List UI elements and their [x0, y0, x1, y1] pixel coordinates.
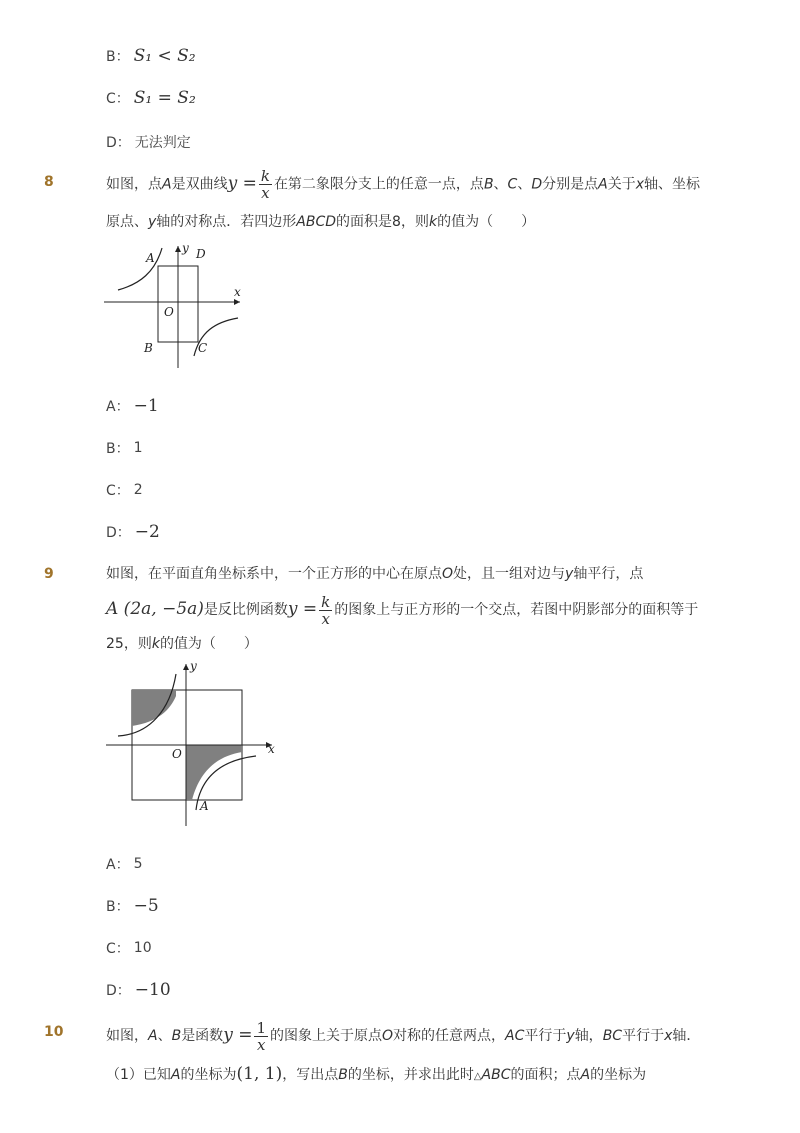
frac-den: x [256, 1035, 266, 1054]
hyperbola-branch-2 [118, 248, 162, 290]
text: 的值为（ ） [437, 214, 536, 230]
q8-option-c[interactable] [106, 480, 143, 500]
text: 25，则 [106, 636, 152, 652]
option-label: B： [106, 49, 130, 65]
label-x: x [268, 742, 275, 756]
q8-figure [100, 242, 250, 374]
option-math: −2 [134, 522, 160, 542]
question-number-8: 8 [44, 174, 54, 190]
text: 轴， [574, 1028, 603, 1044]
var: B [483, 176, 494, 193]
var: x [635, 176, 644, 193]
text: 关于 [607, 176, 636, 193]
var: AC [505, 1028, 525, 1044]
text: 在第二象限分支上的任意一点，点 [273, 176, 484, 193]
text: 的面积是8，则 [336, 214, 429, 230]
var: ABCD [296, 214, 337, 230]
option-label: D： [106, 525, 131, 541]
text: 的坐标为 [590, 1067, 647, 1083]
q9-option-d[interactable] [106, 980, 171, 1000]
q10-stem-line2 [106, 1064, 646, 1087]
frac-den: x [261, 184, 270, 202]
q9-option-a[interactable] [106, 854, 143, 874]
text: 分别是点 [542, 176, 599, 193]
text: 轴的对称点．若四边形 [156, 214, 297, 230]
q8-stem-line1 [106, 168, 700, 201]
q9-figure [100, 660, 280, 830]
text: 对称的任意两点， [393, 1028, 506, 1044]
var: A [598, 176, 608, 193]
option-text: 1 [133, 440, 143, 456]
option-text: 10 [133, 940, 152, 956]
text: 的坐标为 [180, 1067, 237, 1083]
var: BC [602, 1028, 623, 1044]
var: y [566, 1028, 575, 1044]
option-label: A： [106, 399, 130, 415]
text: 如图， [106, 1028, 148, 1044]
option-label: D： [106, 983, 131, 999]
frac-num: k [260, 167, 270, 185]
text: 是反比例函数 [203, 602, 288, 618]
label-o: O [172, 747, 182, 761]
var: y [565, 566, 574, 582]
frac-den: x [321, 609, 330, 628]
q7-option-b[interactable] [106, 46, 196, 66]
var: C [507, 176, 518, 193]
text: 处，且一组对边与 [453, 566, 566, 582]
text: 如图，在平面直角坐标系中，一个正方形的中心在原点 [106, 566, 442, 582]
q9-stem-line2 [106, 592, 698, 627]
q9-option-b[interactable] [106, 896, 159, 916]
text: 轴平行，点 [573, 566, 644, 582]
math: y = [227, 173, 257, 194]
var: k [151, 636, 160, 652]
var: D [531, 176, 543, 193]
text: 、 [157, 1028, 172, 1044]
q10-stem-line1 [106, 1018, 700, 1053]
q8-option-b[interactable] [106, 438, 143, 458]
q8-stem-line2 [106, 212, 535, 232]
var: k [428, 214, 438, 230]
text: 、 [517, 176, 532, 193]
option-label: C： [106, 483, 130, 499]
math: (1, 1) [236, 1064, 283, 1084]
fraction [254, 1020, 268, 1053]
var: O [382, 1028, 394, 1044]
q8-option-a[interactable] [106, 396, 159, 416]
fraction [319, 594, 332, 627]
fraction [259, 168, 272, 201]
x-axis-arrow [234, 299, 240, 305]
text: 的图象上关于原点 [270, 1028, 382, 1044]
text: 平行于 [622, 1028, 665, 1044]
option-text: 5 [133, 856, 143, 872]
var: ABC [481, 1067, 511, 1083]
var: A [148, 1028, 158, 1044]
var: O [442, 566, 454, 582]
label-y: y [190, 660, 197, 673]
label-a: A [200, 799, 209, 813]
option-math: S₁ = S₂ [133, 88, 196, 108]
text: 的面积；点 [510, 1067, 581, 1083]
question-number-9: 9 [44, 566, 54, 582]
text: （1）已知 [106, 1067, 171, 1083]
var: B [338, 1067, 348, 1083]
text: 的图象上与正方形的一个交点，若图中阴影部分的面积等于 [334, 602, 699, 618]
label-c: C [198, 341, 208, 355]
option-label: C： [106, 941, 130, 957]
label-y: y [182, 242, 189, 255]
option-label: B： [106, 441, 130, 457]
text: 原点、 [106, 214, 148, 230]
var: A [580, 1067, 591, 1083]
math: y = [287, 599, 318, 619]
q9-option-c[interactable] [106, 938, 152, 958]
label-d: D [196, 247, 206, 261]
text: 轴． [672, 1028, 701, 1044]
text: 的坐标，并求出此时 [347, 1067, 474, 1083]
label-a: A [146, 251, 155, 265]
text: 的值为（ ） [159, 636, 258, 652]
y-axis-arrow [183, 664, 189, 670]
question-number-10: 10 [44, 1024, 64, 1040]
text: 轴、坐标 [643, 176, 700, 193]
var: A [170, 1067, 181, 1083]
text: 、 [493, 176, 508, 193]
option-label: A： [106, 857, 130, 873]
option-label: C： [106, 91, 130, 107]
label-b: B [144, 341, 153, 355]
q8-option-d[interactable] [106, 522, 160, 542]
option-text: 无法判定 [134, 135, 191, 151]
option-label: B： [106, 899, 130, 915]
var: x [664, 1028, 673, 1044]
var: y [148, 214, 157, 230]
text: 是双曲线 [171, 176, 228, 193]
q9-stem-line1 [106, 564, 643, 584]
frac-num: k [321, 592, 331, 611]
option-text: 2 [133, 482, 143, 498]
q7-option-d[interactable] [106, 132, 191, 152]
y-axis-arrow [175, 246, 181, 252]
q9-stem-line3 [106, 634, 258, 654]
label-o: O [164, 305, 174, 319]
option-label: D： [106, 135, 131, 151]
label-x: x [234, 285, 241, 299]
math: y = [223, 1025, 253, 1045]
option-math: −5 [133, 896, 159, 916]
option-math: −1 [133, 396, 159, 416]
text: 如图，点 [106, 176, 162, 193]
triangle-symbol: △ [473, 1071, 482, 1082]
option-math: S₁ < S₂ [133, 46, 196, 66]
var: A [162, 176, 172, 193]
q7-option-c[interactable] [106, 88, 196, 108]
var: B [171, 1028, 182, 1044]
text: 是函数 [181, 1028, 224, 1044]
text: ，写出点 [282, 1067, 339, 1083]
option-math: −10 [134, 980, 171, 1000]
text: 平行于 [524, 1028, 567, 1044]
math: A (2a, −5a) [106, 599, 204, 619]
frac-num: 1 [256, 1018, 266, 1037]
